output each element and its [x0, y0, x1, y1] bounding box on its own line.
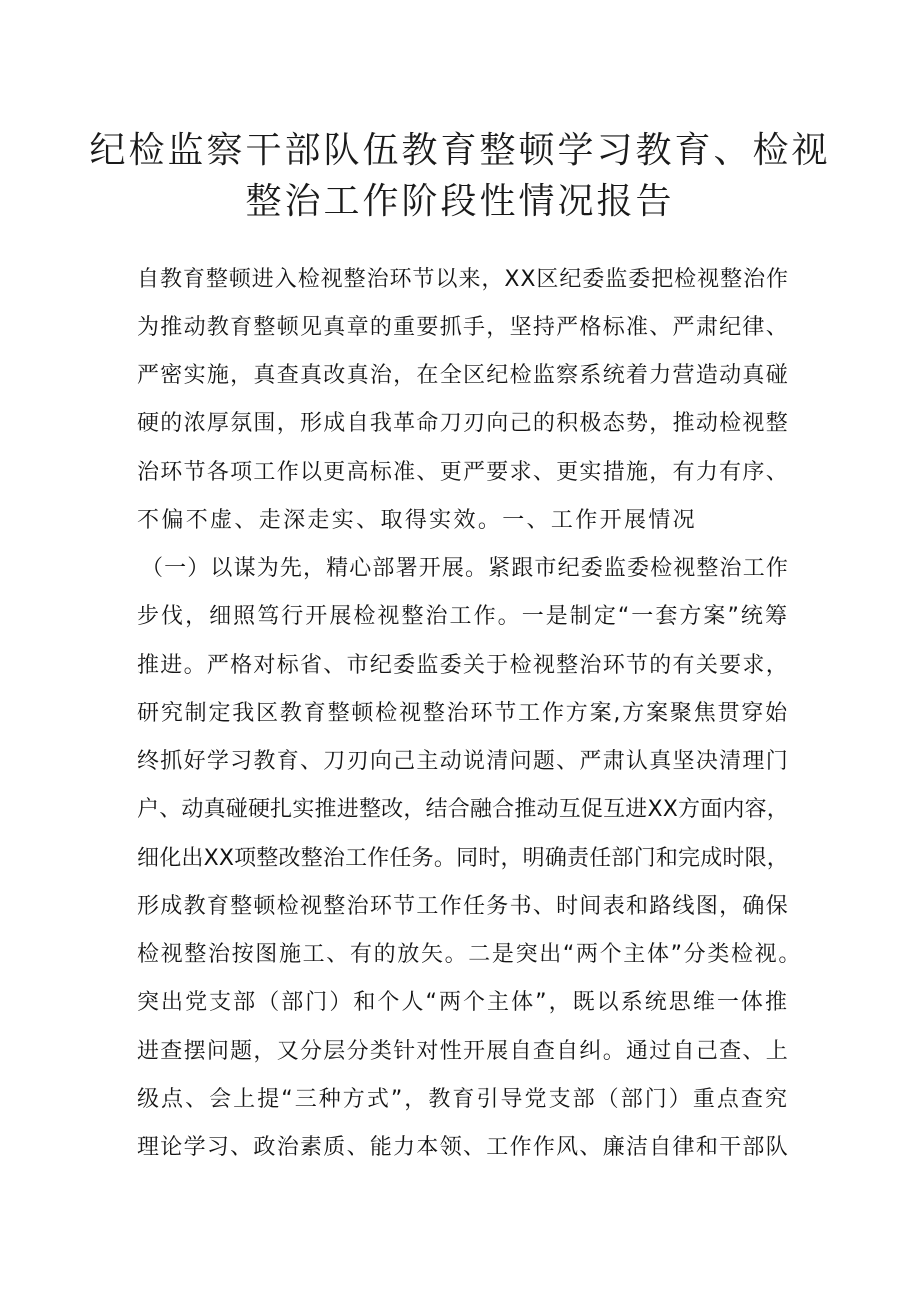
document-title-line-2: 整治工作阶段性情况报告	[245, 181, 675, 222]
document-title-line-1: 纪检监察干部队伍教育整顿学习教育、检视	[89, 130, 831, 171]
body-line: 细化出XX项整改整治工作任务。同时，明确责任部门和完成时限，	[137, 846, 789, 871]
body-line: 终抓好学习教育、刀刃向己主动说清问题、严肃认真坚决清理门	[137, 749, 789, 774]
body-line: 形成教育整顿检视整治环节工作任务书、时间表和路线图，确保	[137, 894, 789, 919]
body-line: 理论学习、政治素质、能力本领、工作作风、廉洁自律和干部队	[137, 1135, 789, 1160]
body-line: 不偏不虚、走深走实、取得实效。一、工作开展情况	[137, 508, 697, 533]
body-line: 研究制定我区教育整顿检视整治环节工作方案,方案聚焦贯穿始	[137, 701, 789, 726]
body-line: 检视整治按图施工、有的放矢。二是突出“两个主体”分类检视。	[137, 942, 802, 967]
body-line: 严密实施，真查真改真治，在全区纪检监察系统着力营造动真碰	[137, 363, 789, 388]
body-line: （一）以谋为先，精心部署开展。紧跟市纪委监委检视整治工作	[141, 556, 789, 581]
body-line: 自教育整顿进入检视整治环节以来，XX区纪委监委把检视整治作	[137, 267, 789, 292]
body-line: 步伐，细照笃行开展检视整治工作。一是制定“一套方案”统筹	[137, 604, 789, 629]
body-line: 推进。严格对标省、市纪委监委关于检视整治环节的有关要求，	[137, 653, 789, 678]
body-line: 为推动教育整顿见真章的重要抓手，坚持严格标准、严肃纪律、	[137, 315, 789, 340]
body-line: 治环节各项工作以更高标准、更严要求、更实措施，有力有序、	[137, 460, 789, 485]
body-line: 突出党支部（部门）和个人“两个主体”，既以系统思维一体推	[137, 990, 789, 1015]
body-line: 级点、会上提“三种方式”，教育引导党支部（部门）重点查究	[137, 1087, 789, 1112]
body-line: 进查摆问题，又分层分类针对性开展自查自纠。通过自己查、上	[137, 1039, 789, 1064]
body-line: 户、动真碰硬扎实推进整改，结合融合推动互促互进XX方面内容，	[137, 797, 789, 822]
body-line: 硬的浓厚氛围，形成自我革命刀刃向己的积极态势，推动检视整	[137, 411, 789, 436]
